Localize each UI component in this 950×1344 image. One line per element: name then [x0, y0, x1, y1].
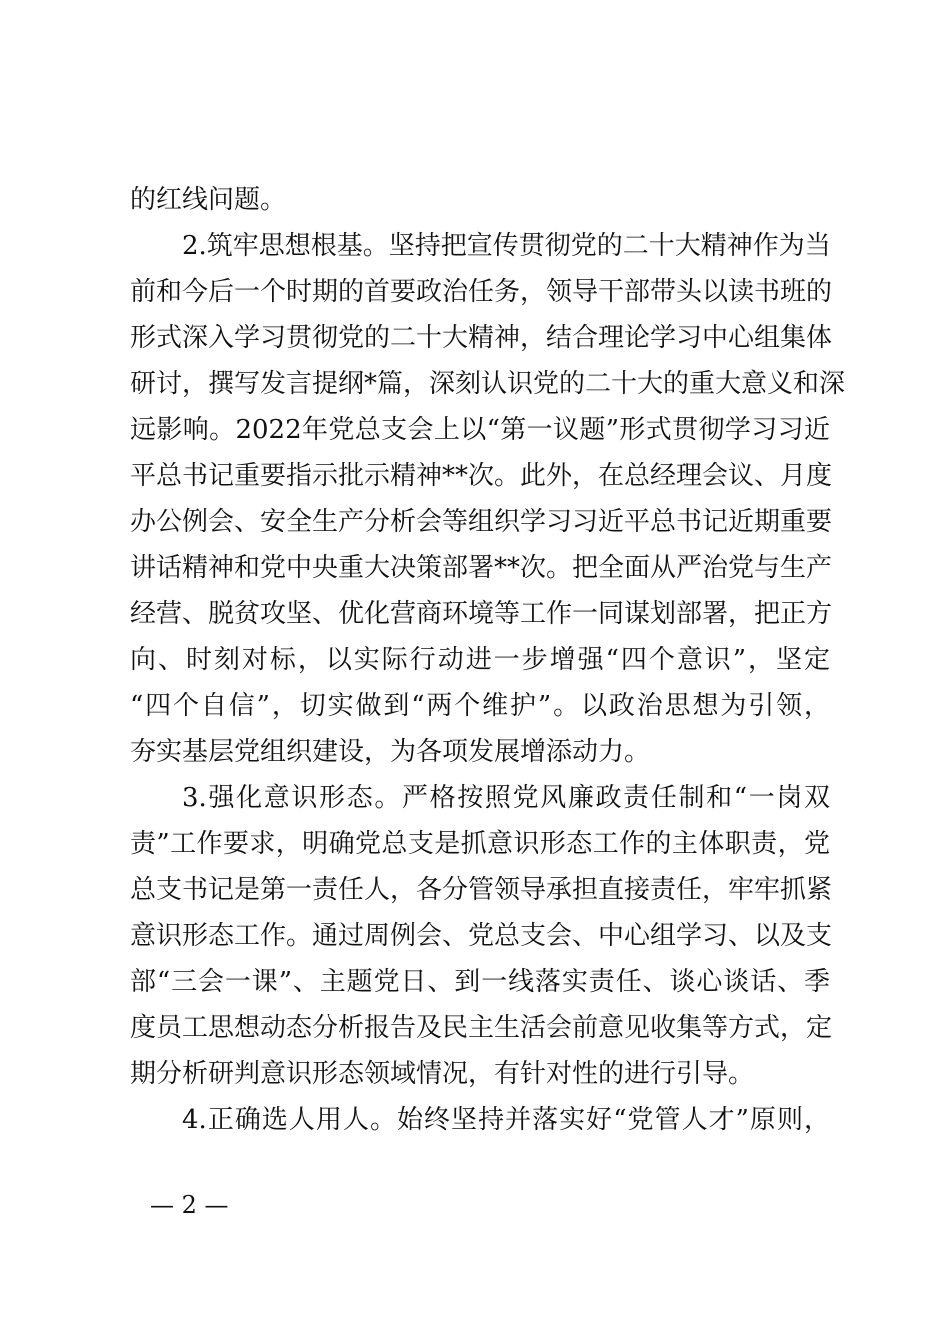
body-line-6: 远影响。2022年党总支会上以“第一议题”形式贯彻学习习近 — [130, 415, 830, 445]
body-line-7: 平总书记重要指示批示精神**次。此外，在总经理会议、月度 — [130, 461, 833, 491]
body-line-15: 责”工作要求，明确党总支是抓意识形态工作的主体职责，党 — [130, 829, 830, 859]
body-line-17: 意识形态工作。通过周例会、党总支会、中心组学习、以及支 — [130, 921, 833, 951]
paragraph-3-heading-line: 3.强化意识形态。严格按照党风廉政责任制和“一岗双 — [182, 783, 830, 813]
paragraph-4-heading-line: 4.正确选人用人。始终坚持并落实好“党管人才”原则， — [182, 1105, 830, 1135]
body-line-9: 讲话精神和党中央重大决策部署**次。把全面从严治党与生产 — [130, 553, 833, 583]
body-line-1: 的红线问题。 — [130, 185, 287, 215]
body-line-19: 度员工思想动态分析报告及民主生活会前意见收集等方式，定 — [130, 1013, 833, 1043]
body-line-4: 形式深入学习贯彻党的二十大精神，结合理论学习中心组集体 — [130, 323, 833, 353]
body-line-5: 研讨，撰写发言提纲*篇，深刻认识党的二十大的重大意义和深 — [130, 369, 846, 399]
paragraph-2-heading-line: 2.筑牢思想根基。坚持把宣传贯彻党的二十大精神作为当 — [182, 231, 831, 261]
body-line-11: 向、时刻对标，以实际行动进一步增强“四个意识”，坚定 — [130, 645, 830, 675]
body-line-20: 期分析研判意识形态领域情况，有针对性的进行引导。 — [130, 1059, 755, 1089]
body-line-16: 总支书记是第一责任人，各分管领导承担直接责任，牢牢抓紧 — [130, 875, 833, 905]
body-line-10: 经营、脱贫攻坚、优化营商环境等工作一同谋划部署，把正方 — [130, 599, 833, 629]
page-number: — 2 — — [150, 1191, 229, 1219]
body-line-12: “四个自信”，切实做到“两个维护”。以政治思想为引领， — [130, 691, 830, 721]
body-line-13: 夯实基层党组织建设，为各项发展增添动力。 — [130, 737, 651, 767]
body-line-18: 部“三会一课”、主题党日、到一线落实责任、谈心谈话、季 — [130, 967, 830, 997]
body-line-8: 办公例会、安全生产分析会等组织学习习近平总书记近期重要 — [130, 507, 833, 537]
body-line-3: 前和今后一个时期的首要政治任务，领导干部带头以读书班的 — [130, 277, 833, 307]
